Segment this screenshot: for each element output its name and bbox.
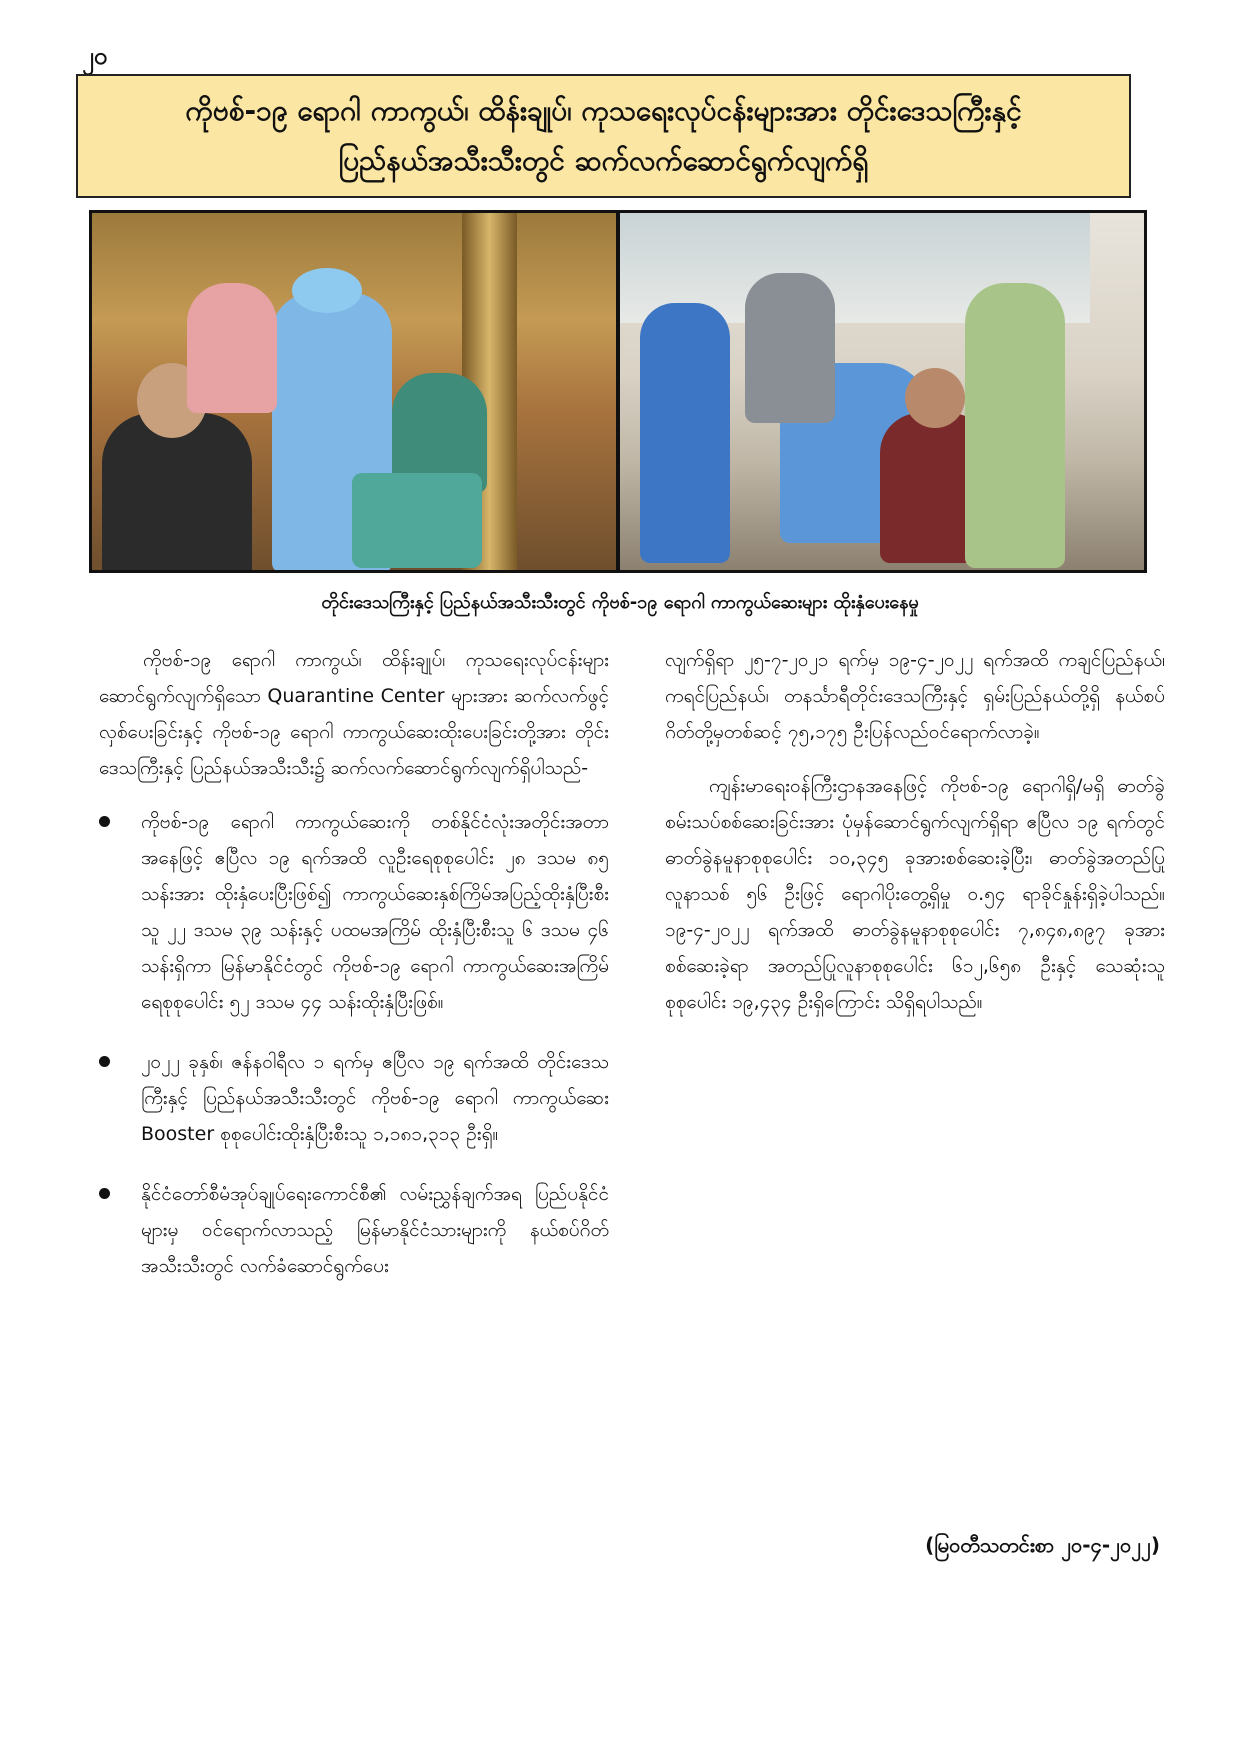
bullet-item (99, 1044, 609, 1152)
vaccination-photo-right (620, 213, 1144, 570)
right-column (665, 642, 1165, 1038)
bullet-dot-icon (99, 816, 110, 827)
bullet-text: ၂၀၂၂ ခုနှစ်၊ ဇန်နဝါရီလ ၁ ရက်မှ ဧပြီလ ၁၉ ရက်အထိ တိုင်းဒေသကြီးနှင့် ပြည်နယ်အသီးသီးတွင် ကိုဗစ်-၁၉ ရောဂါ ကာကွယ်ဆေး Booster စုစုပေါင်းထိုးနှံပြီးစီးသူ ၁,၁၈၁,၃၁၃ ဦးရှိ။ (141, 1051, 609, 1145)
headline-box (76, 74, 1131, 198)
bullet-item (99, 804, 609, 1020)
headline-line-1: ကိုဗစ်-၁၉ ရောဂါ ကာကွယ်၊ ထိန်းချုပ်၊ ကုသရေးလုပ်ငန်းများအား တိုင်းဒေသကြီးနှင့် (185, 94, 1022, 127)
health-worker-ppe-figure (640, 303, 730, 563)
continuation-paragraph: လျက်ရှိရာ ၂၅-၇-၂၀၂၁ ရက်မှ ၁၉-၄-၂၀၂၂ ရက်အထိ ကချင်ပြည်နယ်၊ ကရင်ပြည်နယ်၊ တနင်္သာရီတိုင်းဒေသကြီးနှင့် ရှမ်းပြည်နယ်တို့ရှိ နယ်စပ်ဂိတ်တို့မှတစ်ဆင့် ၇၅,၁၇၅ ဦးပြန်လည်ဝင်ရောက်လာခဲ့။ (665, 649, 1165, 743)
bullet-text: နိုင်ငံတော်စီမံအုပ်ချုပ်ရေးကောင်စီ၏ လမ်းညွှန်ချက်အရ ပြည်ပနိုင်ငံများမှ ဝင်ရောက်လာသည့် မြန်မာနိုင်ငံသားများကို နယ်စပ်ဂိတ်အသီးသီးတွင် လက်ခံဆောင်ရွက်ပေး (141, 1183, 609, 1277)
man-standing-figure (745, 273, 835, 423)
intro-paragraph: ကိုဗစ်-၁၉ ရောဂါ ကာကွယ်၊ ထိန်းချုပ်၊ ကုသရေးလုပ်ငန်းများဆောင်ရွက်လျက်ရှိသော Quarantine Center များအား ဆက်လက်ဖွင့်လှစ်ပေးခြင်းနှင့် ကိုဗစ်-၁၉ ရောဂါ ကာကွယ်ဆေးထိုးပေးခြင်းတို့အား တိုင်းဒေသကြီးနှင့် ပြည်နယ်အသီးသီး၌ ဆက်လက်ဆောင်ရွက်လျက်ရှိပါသည်- (99, 649, 609, 779)
monk-head (905, 368, 965, 428)
photo-caption: တိုင်းဒေသကြီးနှင့် ပြည်နယ်အသီးသီးတွင် ကိုဗစ်-၁၉ ရောဂါ ကာကွယ်ဆေးများ ထိုးနှံပေးနေမှု (321, 592, 919, 613)
photo-strip (89, 210, 1147, 573)
green-chair (352, 473, 482, 568)
vaccination-photo-left (92, 213, 616, 570)
bullet-list (99, 804, 609, 1284)
woman-pink-figure (187, 283, 277, 413)
page-number: ၂၀ (82, 42, 108, 70)
official-green-shirt-figure (965, 283, 1065, 568)
bullet-text: ကိုဗစ်-၁၉ ရောဂါ ကာကွယ်ဆေးကို တစ်နိုင်ငံလုံးအတိုင်းအတာအနေဖြင့် ဧပြီလ ၁၉ ရက်အထိ လူဦးရေစုစုပေါင်း ၂၈ ဒသမ ၈၅ သန်းအား ထိုးနှံပေးပြီးဖြစ်၍ ကာကွယ်ဆေးနှစ်ကြိမ်အပြည့်ထိုးနှံပြီးစီးသူ ၂၂ ဒသမ ၃၉ သန်းနှင့် ပထမအကြိမ် ထိုးနှံပြီးစီးသူ ၆ ဒသမ ၄၆ သန်းရှိကာ မြန်မာနိုင်ငံတွင် ကိုဗစ်-၁၉ ရောဂါ ကာကွယ်ဆေးအကြိမ်ရေစုစုပေါင်း ၅၂ ဒသမ ၄၄ သန်းထိုးနှံပြီးဖြစ်။ (141, 811, 609, 1013)
left-column (99, 642, 609, 1308)
testing-paragraph: ကျန်းမာရေးဝန်ကြီးဌာနအနေဖြင့် ကိုဗစ်-၁၉ ရောဂါရှိ/မရှိ ဓာတ်ခွဲစမ်းသပ်စစ်ဆေးခြင်းအား ပုံမှန်ဆောင်ရွက်လျက်ရှိရာ ဧပြီလ ၁၉ ရက်တွင် ဓာတ်ခွဲနမူနာစုစုပေါင်း ၁၀,၃၄၅ ခုအားစစ်ဆေးခဲ့ပြီး၊ ဓာတ်ခွဲအတည်ပြုလူနာသစ် ၅၆ ဦးဖြင့် ရောဂါပိုးတွေ့ရှိမှု ၀.၅၄ ရာခိုင်နှုန်းရှိခဲ့ပါသည်။ ၁၉-၄-၂၀၂၂ ရက်အထိ ဓာတ်ခွဲနမူနာစုစုပေါင်း ၇,၈၄၈,၈၉၇ ခုအား စစ်ဆေးခဲ့ရာ အတည်ပြုလူနာစုစုပေါင်း ၆၁၂,၆၅၈ ဦးနှင့် သေဆုံးသူစုစုပေါင်း ၁၉,၄၃၄ ဦးရှိကြောင်း သိရှိရပါသည်။ (665, 775, 1165, 1013)
headline-line-2: ပြည်နယ်အသီးသီးတွင် ဆက်လက်ဆောင်ရွက်လျက်ရှိ (338, 144, 869, 177)
health-worker-cap (292, 268, 362, 313)
source-citation: (မြဝတီသတင်းစာ ၂၀-၄-၂၀၂၂) (925, 1533, 1160, 1557)
bullet-dot-icon (99, 1188, 110, 1199)
bullet-dot-icon (99, 1056, 110, 1067)
bullet-item (99, 1176, 609, 1284)
